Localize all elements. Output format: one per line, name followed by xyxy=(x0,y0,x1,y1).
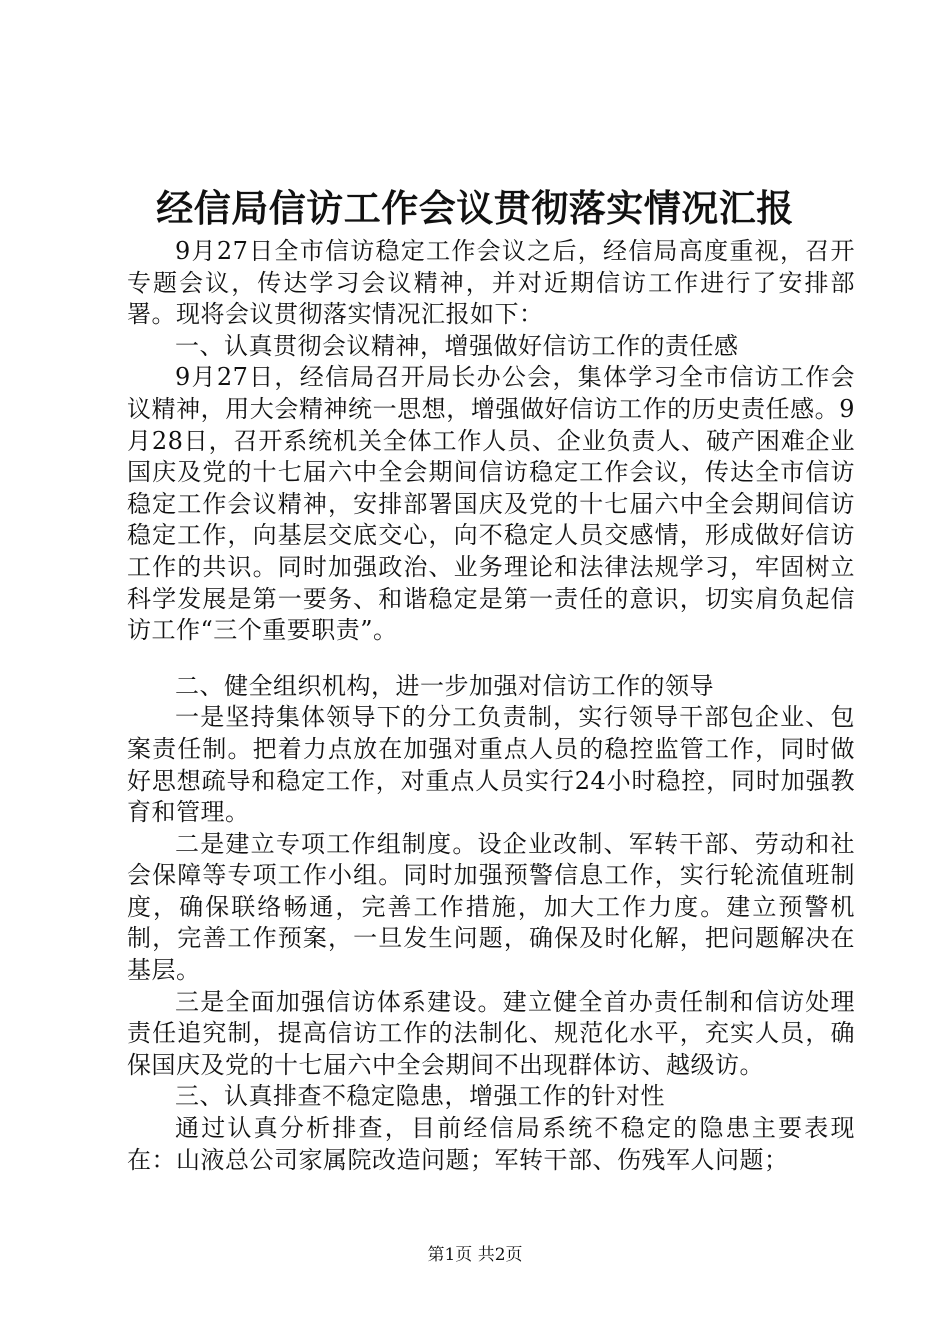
section-1-paragraph: 9月27日，经信局召开局长办公会，集体学习全市信访工作会议精神，用大会精神统一思想，增强做好信访工作的历史责任感。9月28日，召开系统机关全体工作人员、企业负责人、破产困难企业国庆及党的十七届六中全会期间信访稳定工作会议，传达全市信访稳定工作会议精神，安排部署国庆及党的十七届六中全会期间信访稳定工作，向基层交底交心，向不稳定人员交感情，形成做好信访工作的共识。同时加强政治、业务理论和法律法规学习，牢固树立科学发展是第一要务、和谐稳定是第一责任的意识，切实肩负起信访工作“三个重要职责”。 xyxy=(127,363,855,645)
section-3-paragraph: 通过认真分析排查，目前经信局系统不稳定的隐患主要表现在：山液总公司家属院改造问题；军转干部、伤残军人问题； xyxy=(127,1114,855,1174)
document-body xyxy=(127,236,855,1176)
document-title: 经信局信访工作会议贯彻落实情况汇报 xyxy=(156,186,794,230)
section-2-paragraph-1: 一是坚持集体领导下的分工负责制，实行领导干部包企业、包案责任制。把着力点放在加强对重点人员的稳控监管工作，同时做好思想疏导和稳定工作，对重点人员实行24小时稳控，同时加强教育和管理。 xyxy=(127,703,855,827)
section-heading-3: 三、认真排查不稳定隐患，增强工作的针对性 xyxy=(175,1082,665,1111)
section-2-paragraph-2: 二是建立专项工作组制度。设企业改制、军转干部、劳动和社会保障等专项工作小组。同时加强预警信息工作，实行轮流值班制度，确保联络畅通，完善工作措施，加大工作力度。建立预警机制，完善工作预案，一旦发生问题，确保及时化解，把问题解决在基层。 xyxy=(127,829,855,985)
page-footer: 第1页 共2页 xyxy=(427,1245,523,1265)
section-heading-1: 一、认真贯彻会议精神，增强做好信访工作的责任感 xyxy=(175,331,739,360)
section-2-paragraph-3: 三是全面加强信访体系建设。建立健全首办责任制和信访处理责任追究制，提高信访工作的法制化、规范化水平，充实人员，确保国庆及党的十七届六中全会期间不出现群体访、越级访。 xyxy=(127,987,855,1079)
section-heading-2: 二、健全组织机构，进一步加强对信访工作的领导 xyxy=(175,671,714,700)
intro-paragraph: 9月27日全市信访稳定工作会议之后，经信局高度重视，召开专题会议，传达学习会议精神，并对近期信访工作进行了安排部署。现将会议贯彻落实情况汇报如下： xyxy=(127,237,855,329)
